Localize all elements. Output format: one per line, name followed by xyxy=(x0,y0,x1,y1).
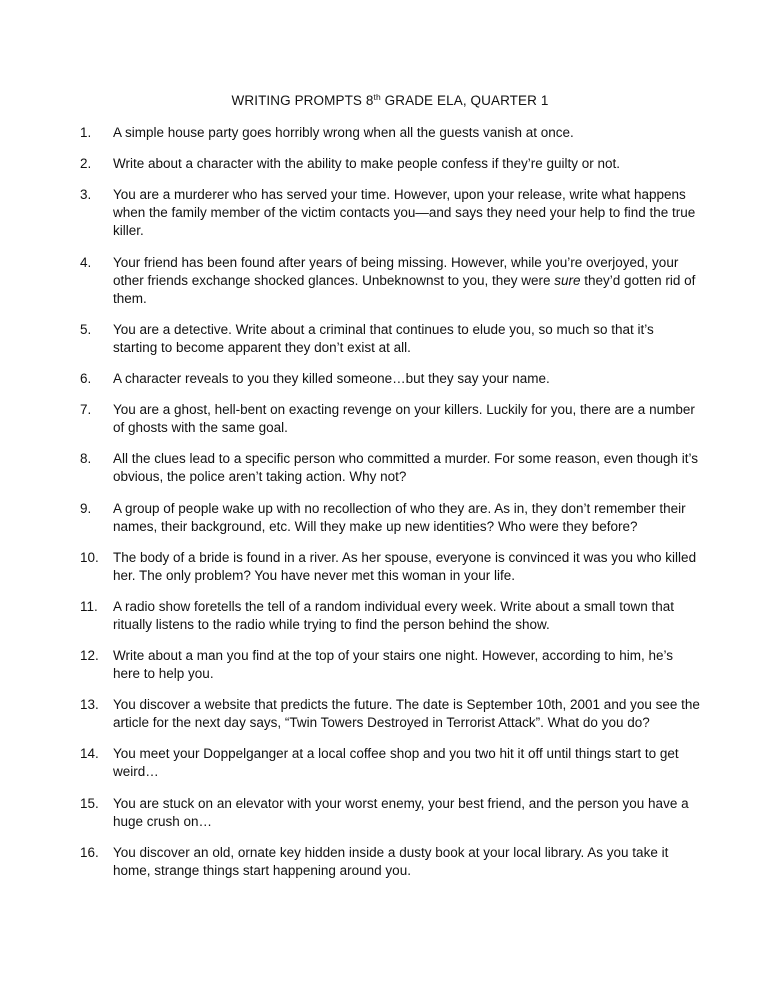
prompt-item xyxy=(80,254,700,308)
prompt-number: 8. xyxy=(80,451,92,467)
prompt-item xyxy=(80,795,700,831)
title-prefix: WRITING PROMPTS 8 xyxy=(231,93,374,108)
prompt-number: 10. xyxy=(80,549,99,565)
prompt-number: 5. xyxy=(80,321,92,337)
prompt-text: A radio show foretells the tell of a random individual every week. Write about a small town that ritually listens to the radio while trying to find the person behind the show. xyxy=(113,598,675,632)
prompt-text xyxy=(113,254,700,308)
prompt-number: 2. xyxy=(80,156,92,172)
prompt-text: You discover an old, ornate key hidden inside a dusty book at your local library. As you take it home, strange things start happening around you. xyxy=(113,844,669,878)
prompt-text: Write about a man you find at the top of your stairs one night. However, according to him, he’s here to help you. xyxy=(113,648,674,682)
prompt-item xyxy=(80,155,700,173)
prompt-item xyxy=(80,124,700,142)
prompt-text: You discover a website that predicts the future. The date is September 10th, 2001 and you see the article for the next day says, “Twin Towers Destroyed in Terrorist Attack”. What do you do? xyxy=(113,697,700,731)
prompt-text-before: Your friend has been found after years of being missing. However, while you’re overjoyed, your other friends exchange shocked glances. Unbeknownst to you, they were xyxy=(113,254,679,288)
prompt-number: 4. xyxy=(80,254,92,270)
prompt-text: A character reveals to you they killed someone…but they say your name. xyxy=(113,370,550,386)
prompt-text: You are a ghost, hell-bent on exacting revenge on your killers. Luckily for you, there are a number of ghosts with the same goal. xyxy=(113,402,695,436)
prompt-item xyxy=(80,647,700,683)
prompt-number: 11. xyxy=(80,598,98,614)
prompt-text: You are stuck on an elevator with your worst enemy, your best friend, and the person you have a huge crush on… xyxy=(113,795,689,829)
prompt-number: 14. xyxy=(80,746,99,762)
prompt-item xyxy=(80,745,700,781)
prompt-number: 7. xyxy=(80,402,92,418)
prompt-item xyxy=(80,321,700,357)
prompt-item xyxy=(80,696,700,732)
title-superscript: th xyxy=(373,92,381,102)
prompt-list xyxy=(80,124,700,880)
prompt-text: A group of people wake up with no recollection of who they are. As in, they don’t remember their names, their background, etc. Will they make up new identities? Who were they before? xyxy=(113,500,686,534)
prompt-item xyxy=(80,370,700,388)
prompt-text: A simple house party goes horribly wrong when all the guests vanish at once. xyxy=(113,125,574,140)
prompt-number: 12. xyxy=(80,648,99,664)
prompt-number: 15. xyxy=(80,795,99,811)
prompt-item xyxy=(80,844,700,880)
title-suffix: GRADE ELA, QUARTER 1 xyxy=(380,93,549,108)
prompt-number: 6. xyxy=(80,370,92,386)
prompt-text: Write about a character with the ability to make people confess if they’re guilty or not. xyxy=(113,156,621,172)
prompt-text-after: they’d gotten rid of them. xyxy=(113,272,696,306)
prompt-number: 9. xyxy=(80,500,92,516)
prompt-item xyxy=(80,500,700,536)
page-title xyxy=(80,92,700,110)
prompt-item xyxy=(80,598,700,634)
prompt-number: 16. xyxy=(80,844,99,860)
prompt-item xyxy=(80,450,700,486)
prompt-item xyxy=(80,549,700,585)
prompt-text: All the clues lead to a specific person who committed a murder. For some reason, even though it’s obvious, the police aren’t taking action. Why not? xyxy=(113,451,699,485)
prompt-number: 1. xyxy=(80,125,92,140)
prompt-text: You meet your Doppelganger at a local coffee shop and you two hit it off until things start to get weird… xyxy=(113,746,679,780)
prompt-number: 13. xyxy=(80,697,99,713)
prompt-text: The body of a bride is found in a river. As her spouse, everyone is convinced it was you who killed her. The only problem? You have never met this woman in your life. xyxy=(113,549,697,583)
prompt-item xyxy=(80,401,700,437)
prompt-text: You are a murderer who has served your time. However, upon your release, write what happens when the family member of the victim contacts you—and says they need your help to find the true killer. xyxy=(113,187,696,239)
prompt-item xyxy=(80,186,700,240)
prompt-text: You are a detective. Write about a criminal that continues to elude you, so much so that it’s starting to become apparent they don’t exist at all. xyxy=(113,321,654,355)
prompt-number: 3. xyxy=(80,187,92,203)
prompt-text-emphasis: sure xyxy=(554,272,581,288)
